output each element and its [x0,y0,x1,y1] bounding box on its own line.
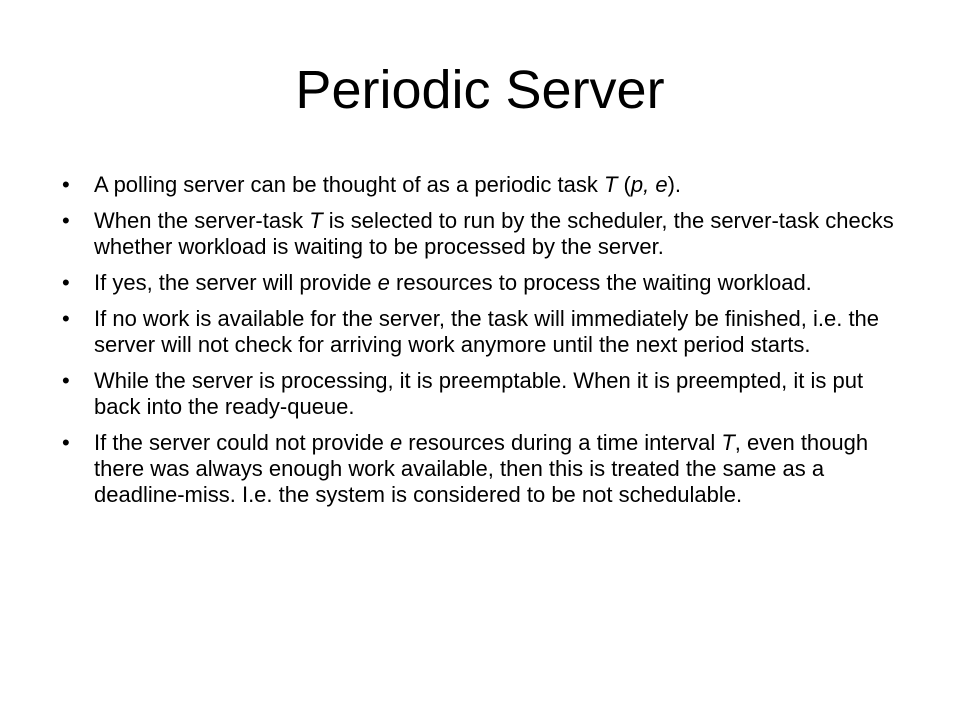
bullet-marker: • [62,306,70,331]
bullet-text [94,306,879,357]
bullet-marker: • [62,430,70,455]
text-segment: resources to process the waiting workload. [389,270,812,295]
text-segment: ). [667,172,682,197]
slide-title: Periodic Server [295,60,665,120]
italic-term: T [721,430,735,455]
bullet-item [62,208,912,260]
bullet-item [62,430,912,508]
text-segment: is selected to run by the scheduler, the server-task checks whether workload is waiting to be processed by the server. [94,208,894,259]
bullet-list [62,172,912,518]
text-segment: , even though there was always enough work available, then this is treated the same as a deadline-miss. I.e. the system is considered to be not schedulable. [94,430,869,507]
italic-term: p, e [630,172,668,197]
bullet-text [94,430,868,507]
bullet-text [94,208,894,259]
text-segment: If yes, the server will provide [94,270,378,295]
text-segment: A polling server can be thought of as a periodic task [94,172,604,197]
text-segment: If no work is available for the server, the task will immediately be finished, i.e. the server will not check for arriving work anymore until the next period starts. [94,306,880,357]
italic-term: T [603,172,618,197]
italic-term: T [309,208,323,233]
bullet-item [62,306,912,358]
bullet-text [94,172,681,197]
bullet-item [62,368,912,420]
bullet-marker: • [62,270,70,295]
italic-term: e [389,430,403,455]
bullet-item [62,172,912,198]
bullet-marker: • [62,172,70,197]
italic-term: e [377,270,390,295]
bullet-text [94,368,863,419]
text-segment: resources during a time interval [402,430,722,455]
text-segment: When the server-task [94,208,310,233]
bullet-marker: • [62,368,70,393]
text-segment: ( [617,172,631,197]
text-segment: If the server could not provide [94,430,390,455]
bullet-text [94,270,812,295]
bullet-marker: • [62,208,70,233]
text-segment: While the server is processing, it is preemptable. When it is preempted, it is put back into the ready-queue. [94,368,864,419]
bullet-item [62,270,912,296]
